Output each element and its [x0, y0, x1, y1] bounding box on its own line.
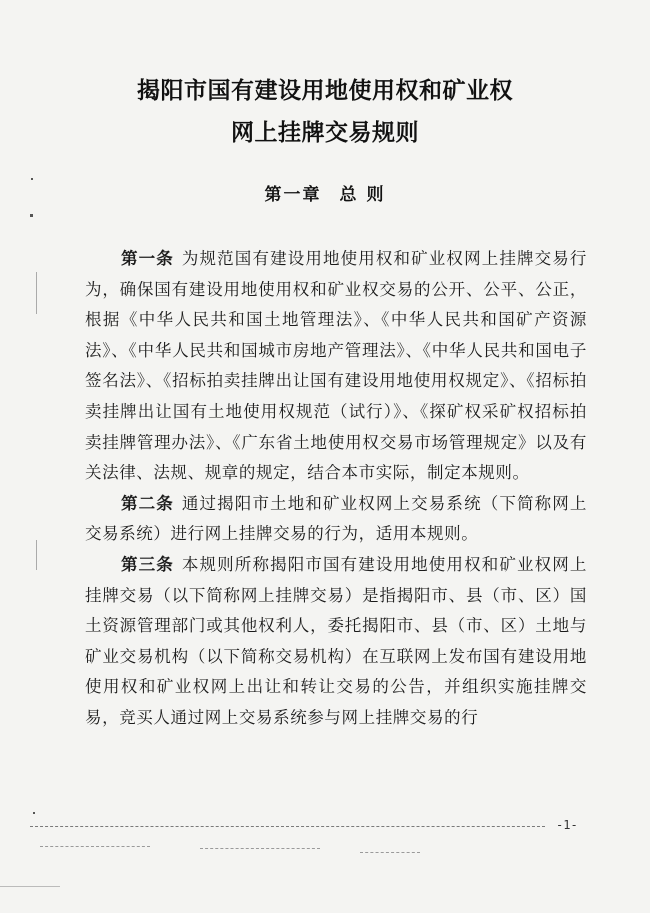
page-number: -1-: [556, 818, 578, 832]
article-3-lead: 第三条: [121, 554, 174, 574]
scan-artifact: [40, 846, 150, 847]
scan-artifact: [200, 848, 320, 849]
document-title-line-1: 揭阳市国有建设用地使用权和矿业权: [137, 78, 513, 104]
document-body: [85, 244, 587, 734]
article-1-lead: 第一条: [121, 249, 174, 268]
article-2-lead: 第二条: [121, 493, 174, 513]
article-3: [85, 550, 587, 734]
scan-artifact: [0, 886, 60, 887]
scan-artifact: [30, 214, 33, 217]
chapter-prefix: 第一章: [264, 185, 322, 205]
chapter-name: 总 则: [339, 185, 386, 205]
article-2-text: 通过揭阳市土地和矿业权网上交易系统（下简称网上交易系统）进行网上挂牌交易的行为，适用本规则。: [85, 493, 587, 544]
scan-artifact: [360, 852, 420, 853]
article-1: [85, 244, 587, 489]
article-2: [85, 489, 587, 550]
footer-divider: [30, 826, 545, 827]
document-title-line-2: 网上挂牌交易规则: [231, 120, 419, 146]
article-1-text: 为规范国有建设用地使用权和矿业权网上挂牌交易行为，确保国有建设用地使用权和矿业权交易的公开、公平、公正，根据《中华人民共和国土地管理法》、《中华人民共和国矿产资源法》、《中华人民共和国城市房地产管理法》、《中华人民共和国电子签名法》、《招标拍卖挂牌出让国有建设用地使用权规定》、《招标拍卖挂牌出让国有土地使用权规范（试行）》、《探矿权采矿权招标拍卖挂牌管理办法》、《广东省土地使用权交易市场管理规定》以及有关法律、法规、规章的规定，结合本市实际，制定本规则。: [85, 249, 587, 483]
scan-artifact: [36, 272, 37, 314]
scan-artifact: [33, 812, 35, 814]
article-3-text: 本规则所称揭阳市国有建设用地使用权和矿业权网上挂牌交易（以下简称网上挂牌交易）是指揭阳市、县（市、区）国土资源管理部门或其他权利人，委托揭阳市、县（市、区）土地与矿业交易机构（以下简称交易机构）在互联网上发布国有建设用地使用权和矿业权网上出让和转让交易的公告，并组织实施挂牌交易，竞买人通过网上交易系统参与网上挂牌交易的行: [85, 554, 587, 727]
scan-artifact: [31, 178, 33, 180]
scan-artifact: [36, 540, 37, 570]
chapter-heading: [0, 180, 650, 205]
